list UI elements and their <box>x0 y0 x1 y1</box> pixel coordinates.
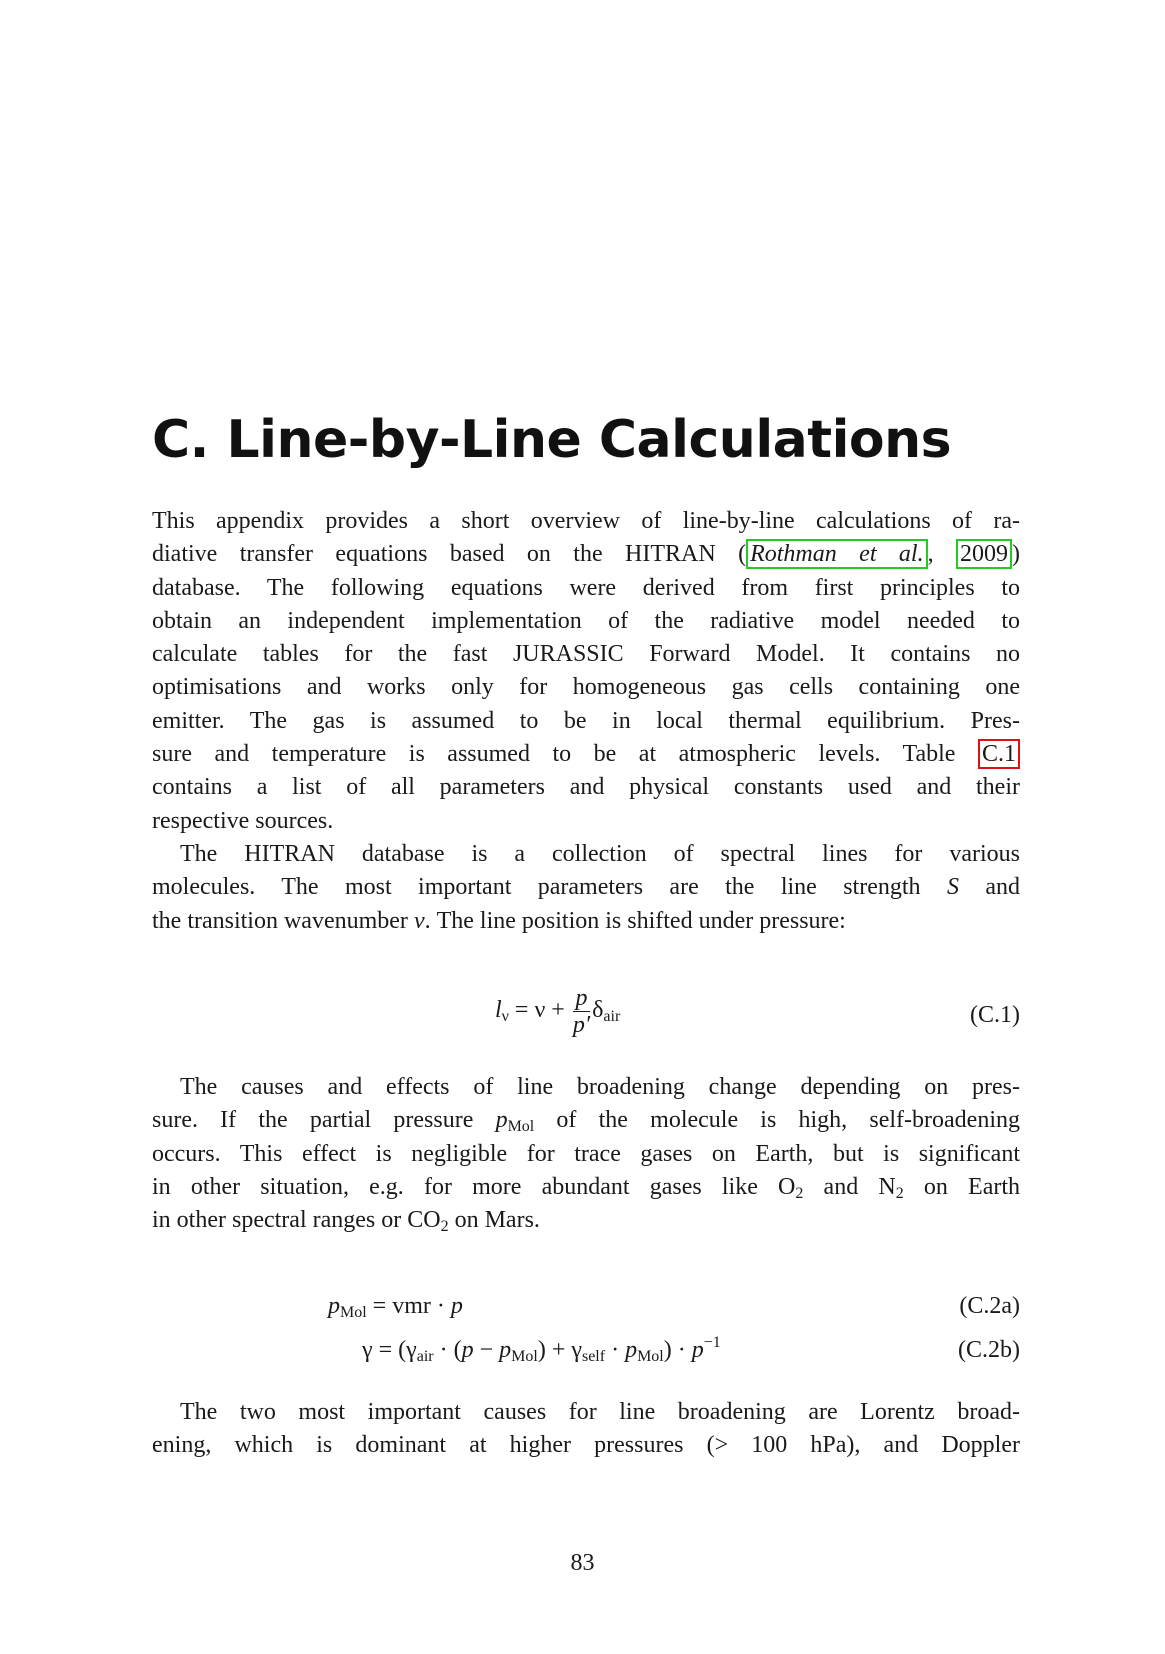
equation-number: (C.2b) <box>958 1337 1020 1363</box>
citation-link[interactable]: Rothman et al. <box>746 539 927 569</box>
paragraph-broadening <box>152 1071 1020 1237</box>
text-line: molecules. The most important parameters are the line strength S and <box>152 874 1021 901</box>
fraction: $\frac{p}{p'}$ <box>572 985 591 1038</box>
equation-number: (C.1) <box>970 1002 1020 1028</box>
text-line: The HITRAN database is a collection of spectral lines for various <box>180 841 1020 867</box>
text-line: diative transfer equations based on the HITRAN ( Rothman et al. , 2009 ) <box>152 541 1020 568</box>
paragraph-intro <box>152 505 1020 838</box>
table-reference-link[interactable]: C.1 <box>978 739 1020 769</box>
citation-year-link[interactable]: 2009 <box>956 539 1012 569</box>
text-line: sure and temperature is assumed to be at atmospheric levels. Table C.1 <box>152 738 1020 771</box>
equation-c1: $l_\nu = \nu$ + $\frac{p}{p'}$ $\delta_{air}$ <box>495 985 621 1038</box>
paragraph-lorentz-doppler <box>152 1396 1020 1463</box>
equation-c2b: $\gamma = (\gamma_{air} \cdot (p - p_{Mol}) + \gamma_{self} \cdot p_{Mol}) \cdot p^{-1}$ <box>362 1334 721 1365</box>
text-line: optimisations and works only for homogeneous gas cells containing one <box>152 674 1020 701</box>
text-line: in other spectral ranges or $CO_2$ on Mars. <box>152 1207 540 1236</box>
text-line: obtain an independent implementation of the radiative model needed to <box>152 607 1020 634</box>
paragraph-hitran <box>152 838 1020 938</box>
text-line: sure. If the partial pressure $p_{Mol}$ of the molecule is high, self-broadening <box>152 1107 1020 1136</box>
text-line: contains a list of all parameters and physical constants used and their <box>152 774 1020 801</box>
equation-number: (C.2a) <box>959 1293 1020 1319</box>
text-line: ening, which is dominant at higher pressures (> 100 hPa), and Doppler <box>152 1432 1020 1459</box>
text-line: calculate tables for the fast JURASSIC Forward Model. It contains no <box>152 641 1020 668</box>
equation-c2a: $p_{Mol}$ = vmr · p <box>328 1293 463 1321</box>
text-line: The two most important causes for line broadening are Lorentz broad- <box>180 1399 1020 1425</box>
page-number: 83 <box>570 1550 595 1576</box>
text-line: This appendix provides a short overview of line-by-line calculations of ra- <box>152 508 1020 534</box>
text-line: emitter. The gas is assumed to be in local thermal equilibrium. Pres- <box>152 707 1020 734</box>
text-line: The causes and effects of line broadening change depending on pres- <box>180 1074 1020 1100</box>
text-line: in other situation, e.g. for more abundant gases like $O_2$ and $N_2$ on Earth <box>152 1173 1021 1202</box>
text-line: occurs. This effect is negligible for trace gases on Earth, but is significant <box>152 1140 1020 1167</box>
text-line: database. The following equations were derived from first principles to <box>152 574 1020 601</box>
chapter-title: C. Line-by-Line Calculations <box>152 410 952 470</box>
text-line: the transition wavenumber ν. The line position is shifted under pressure: <box>152 907 846 934</box>
text-line: respective sources. <box>152 807 334 834</box>
